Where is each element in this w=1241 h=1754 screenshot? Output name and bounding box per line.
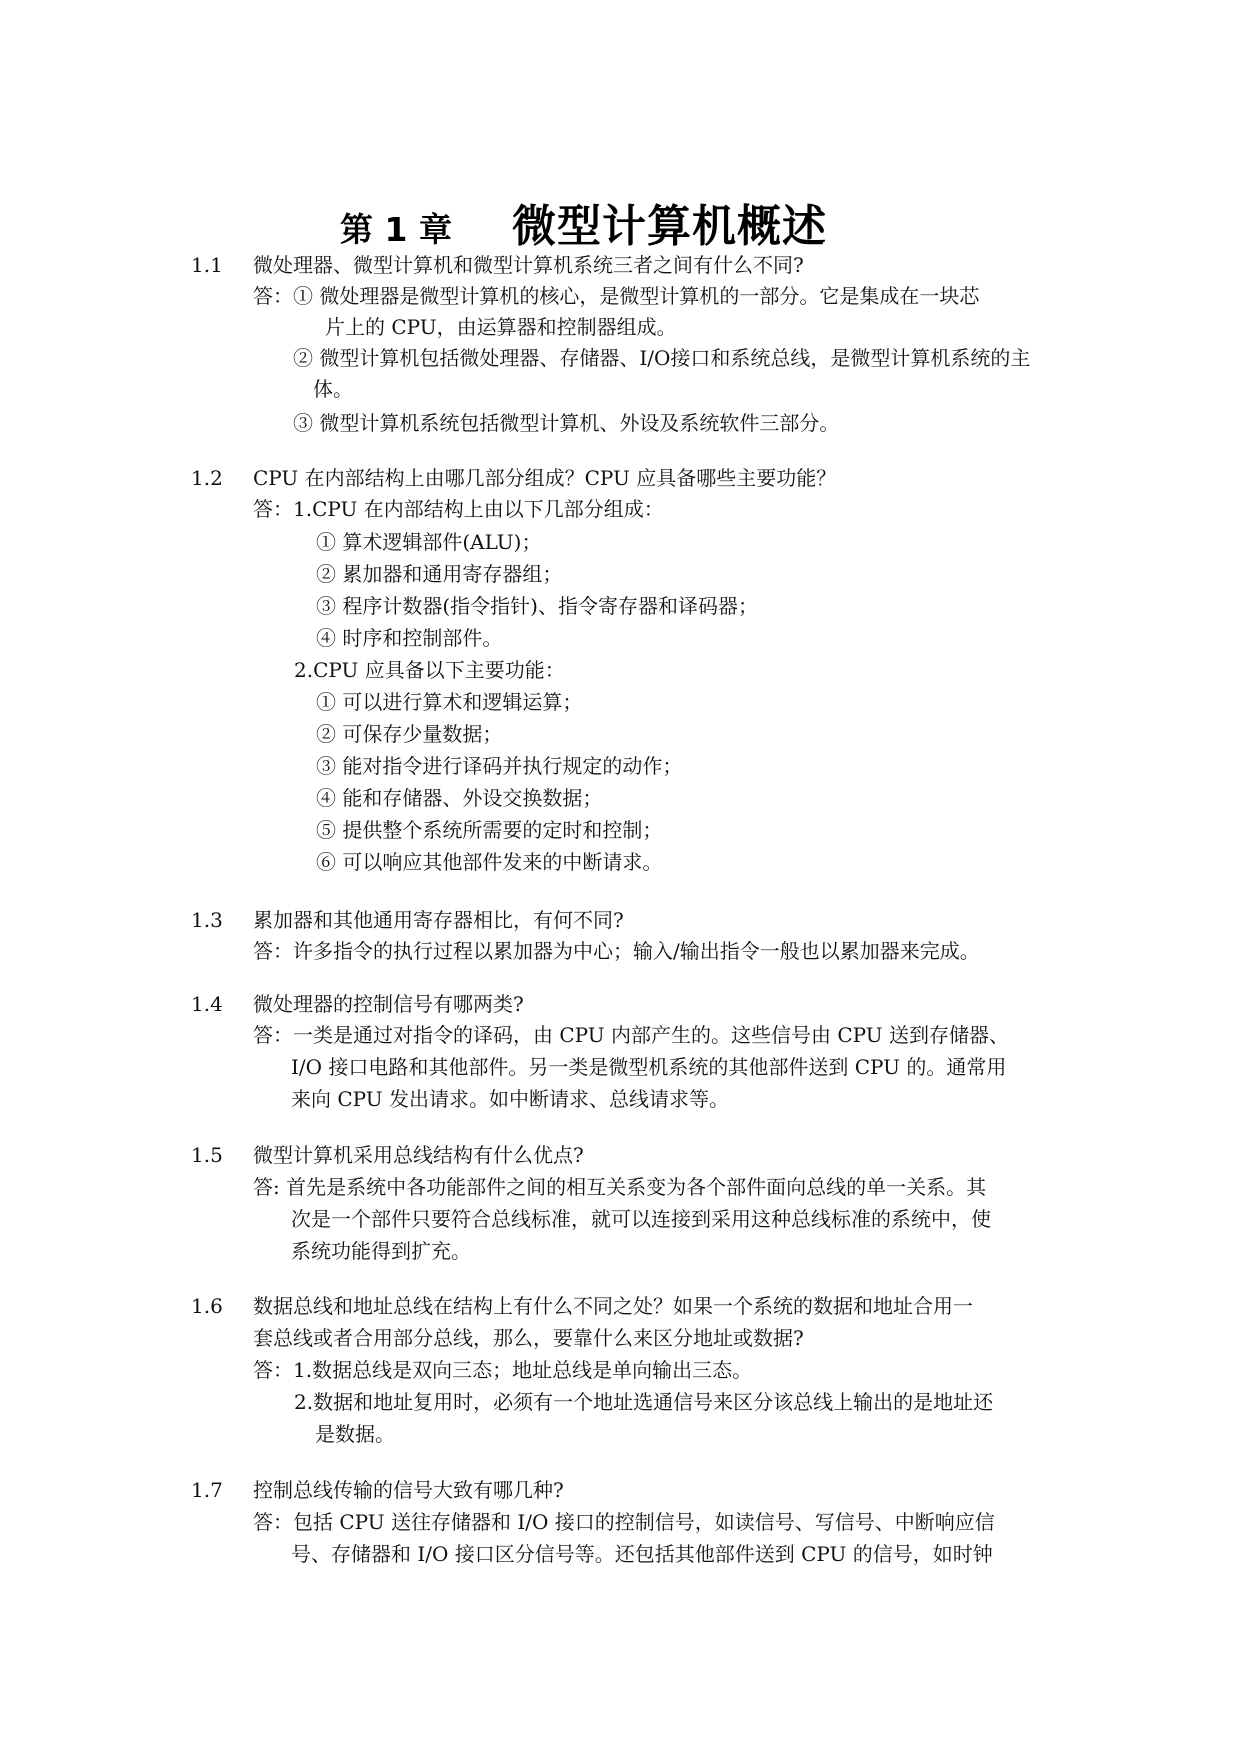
question-number: 1.6 [191,1294,223,1318]
question-number: 1.3 [191,908,223,932]
answer-line: 系统功能得到扩充。 [291,1239,471,1263]
question-text: CPU 在内部结构上由哪几部分组成？CPU 应具备哪些主要功能？ [253,466,837,490]
answer-heading: 2.CPU 应具备以下主要功能： [294,658,565,682]
answer-line: 答：1.数据总线是双向三态；地址总线是单向输出三态。 [253,1358,753,1382]
question-number: 1.4 [191,992,223,1016]
question-text: 微处理器的控制信号有哪两类? [253,992,524,1016]
answer-line: 号、存储器和 I/O 接口区分信号等。还包括其他部件送到 CPU 的信号，如时钟 [291,1542,993,1566]
question-number: 1.7 [191,1478,223,1502]
list-item: ② 累加器和通用寄存器组； [316,562,563,586]
answer-line: 答: 首先是系统中各功能部件之间的相互关系变为各个部件面向总线的单一关系。其 [253,1175,987,1199]
answer-line: 答：包括 CPU 送往存储器和 I/O 接口的控制信号，如读信号、写信号、中断响应信 [253,1510,995,1534]
question-number: 1.1 [191,253,223,277]
answer-line: ② 微型计算机包括微处理器、存储器、I/O接口和系统总线，是微型计算机系统的主 [293,346,1031,370]
list-item: ⑥ 可以响应其他部件发来的中断请求。 [316,850,663,874]
chapter-title [340,190,827,254]
answer-line: I/O 接口电路和其他部件。另一类是微型机系统的其他部件送到 CPU 的。通常用 [291,1055,1007,1079]
question-number: 1.2 [191,466,223,490]
answer-line: 片上的 CPU，由运算器和控制器组成。 [325,315,677,339]
list-item: ③ 程序计数器(指令指针)、指令寄存器和译码器； [316,594,758,618]
answer-line: 答：一类是通过对指令的译码，由 CPU 内部产生的。这些信号由 CPU 送到存储器、 [253,1023,1009,1047]
question-text: 微处理器、微型计算机和微型计算机系统三者之间有什么不同? [253,253,804,277]
list-item: ③ 能对指令进行译码并执行规定的动作； [316,754,683,778]
question-text: 数据总线和地址总线在结构上有什么不同之处？如果一个系统的数据和地址合用一 [253,1294,973,1318]
list-item: ② 可保存少量数据； [316,722,503,746]
answer-line: 答：许多指令的执行过程以累加器为中心；输入/输出指令一般也以累加器来完成。 [253,939,980,963]
answer-line: 来向 CPU 发出请求。如中断请求、总线请求等。 [291,1087,729,1111]
list-item: ④ 能和存储器、外设交换数据； [316,786,603,810]
list-item: ⑤ 提供整个系统所需要的定时和控制； [316,818,663,842]
answer-heading: 答：1.CPU 在内部结构上由以下几部分组成： [253,497,664,521]
answer-line: 2.数据和地址复用时，必须有一个地址选通信号来区分该总线上输出的是地址还 [294,1390,994,1414]
answer-line: 是数据。 [315,1422,395,1446]
question-text: 套总线或者合用部分总线，那么，要靠什么来区分地址或数据? [253,1326,804,1350]
question-number: 1.5 [191,1143,223,1167]
question-text: 控制总线传输的信号大致有哪几种? [253,1478,564,1502]
list-item: ① 算术逻辑部件(ALU)； [316,530,542,554]
list-item: ① 可以进行算术和逻辑运算； [316,690,583,714]
chapter-number: 第 1 章 [340,210,452,249]
answer-line: 体。 [313,377,353,401]
answer-line: ③ 微型计算机系统包括微型计算机、外设及系统软件三部分。 [293,411,840,435]
list-item: ④ 时序和控制部件。 [316,626,503,650]
answer-line: 答：① 微处理器是微型计算机的核心，是微型计算机的一部分。它是集成在一块芯 [253,284,980,308]
question-text: 微型计算机采用总线结构有什么优点? [253,1143,584,1167]
question-text: 累加器和其他通用寄存器相比，有何不同? [253,908,624,932]
chapter-name: 微型计算机概述 [511,201,827,252]
answer-line: 次是一个部件只要符合总线标准，就可以连接到采用这种总线标准的系统中，使 [291,1207,991,1231]
